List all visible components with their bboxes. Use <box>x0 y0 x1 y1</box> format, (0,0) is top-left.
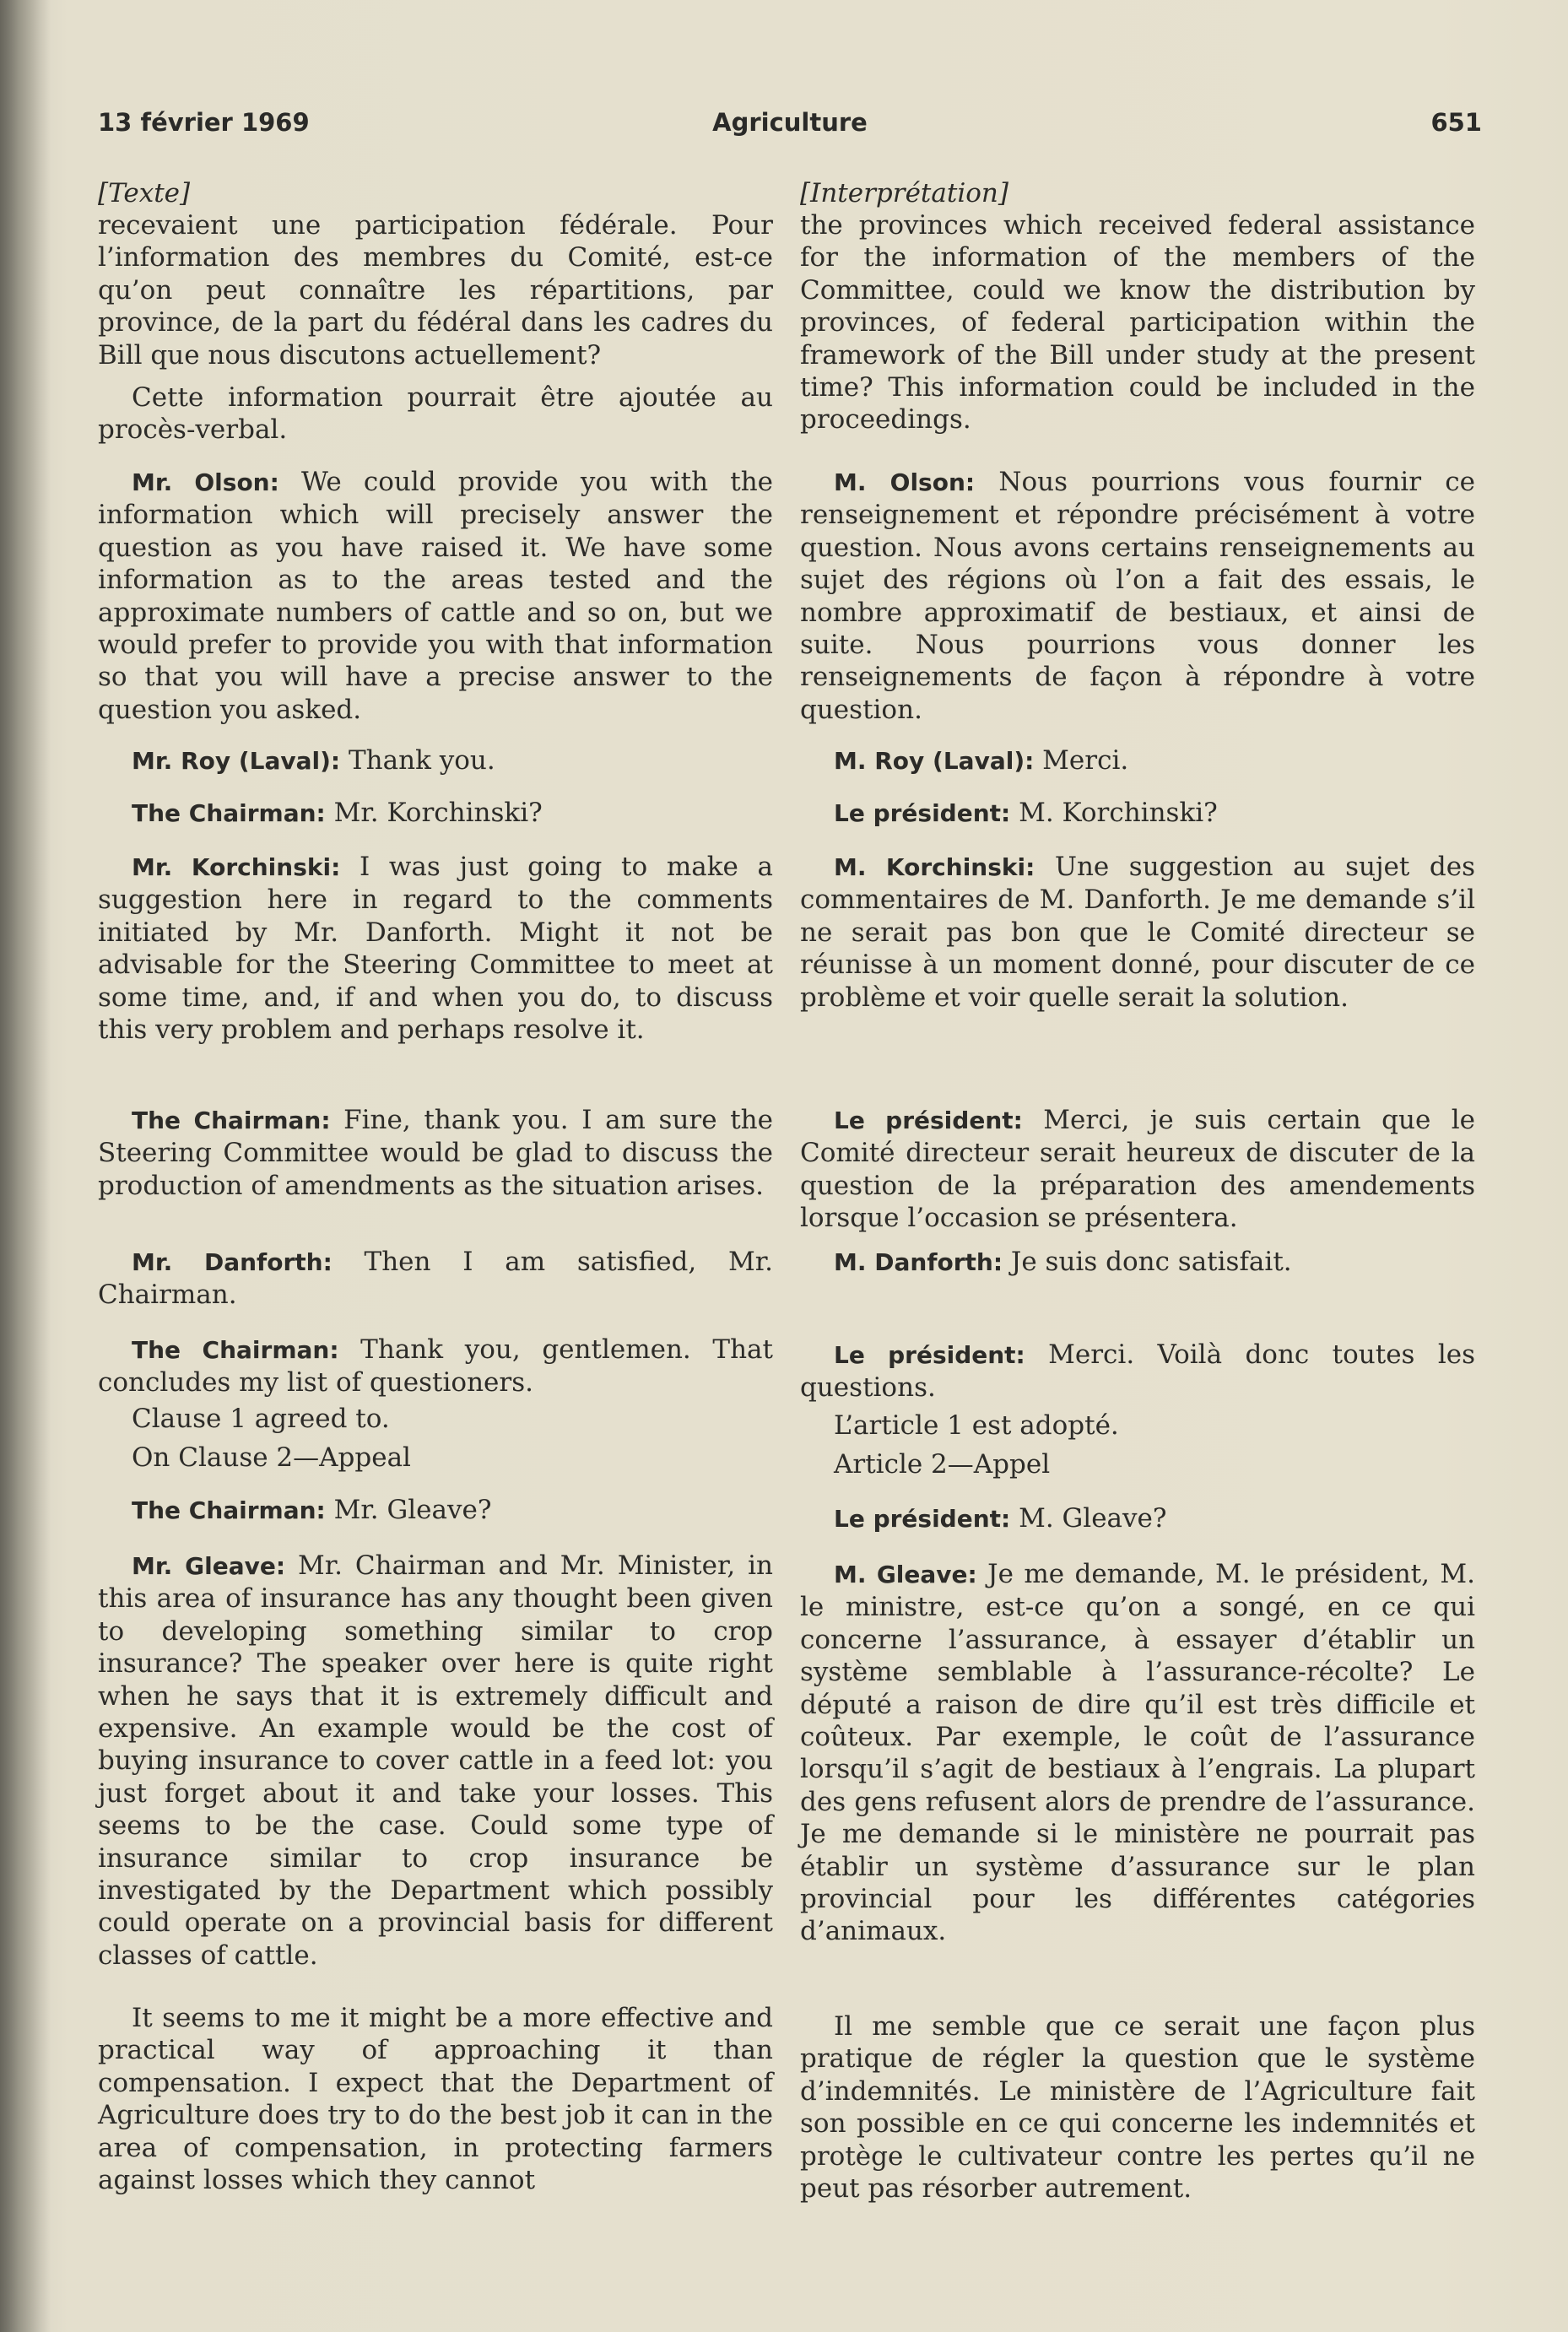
running-header <box>98 108 1482 142</box>
clause-note: Article 2—Appel <box>834 1449 1051 1480</box>
clause-note: On Clause 2—Appeal <box>132 1442 411 1473</box>
speech-gleave: M. Gleave: Je me demande, M. le président, M. le ministre, est-ce qu’on a songé, en ce qui concerne l’assurance, à essayer d’établir un système semblable à l’assurance-récolte? Le député a raison de dire qu’il est très difficile et coûteux. Par exemple, le coût de l’assurance lorsqu’il s’agit de bestiaux à l’engrais. La plupart des gens refusent alors de prendre de l’assurance. Je me demande si le ministère ne pourrait pas établir un système d’assurance sur le plan provincial pour les différentes catégories d’animaux. <box>800 1559 1475 1947</box>
speaker-name: Le président: <box>834 799 1011 827</box>
speaker-name: Mr. Olson: <box>132 468 279 496</box>
speech-olson: Mr. Olson: We could provide you with the information which will precisely answer the question as you have raised it. We have some information as to the areas tested and the approximate numbers of cattle and so on, but we would prefer to provide you with that information so that you will have a precise answer to the question you asked. <box>98 467 774 725</box>
speaker-name: The Chairman: <box>132 799 326 827</box>
speech-korchinski: Mr. Korchinski: I was just going to make a suggestion here in regard to the comments initiated by Mr. Danforth. Might it not be advisable for the Steering Committee to meet at some time, and, if and when you do, to discuss this very problem and perhaps resolve it. <box>98 852 774 1046</box>
paragraph: Il me semble que ce serait une façon plus pratique de régler la question que le système d’indemnités. Le ministère de l’Agriculture fait son possible en ce qui concerne les indemnités et protège le cultivateur contre les pertes qu’il ne peut pas résorber autrement. <box>800 2011 1475 2205</box>
speech-gleave: Mr. Gleave: Mr. Chairman and Mr. Minister, in this area of insurance has any thought been given to developing something similar to crop insurance? The speaker over here is quite right when he says that it is extremely difficult and expensive. An example would be the cost of buying insurance to cover cattle in a feed lot: you just forget about it and take your losses. This seems to be the case. Could some type of insurance similar to crop insurance be investigated by the Department which possibly could operate on a provincial basis for different classes of cattle. <box>98 1550 774 1971</box>
page-number: 651 <box>1430 108 1482 137</box>
speech-danforth: Mr. Danforth: Then I am satisfied, Mr. Chairman. <box>98 1247 773 1311</box>
speaker-name: M. Danforth: <box>834 1248 1003 1276</box>
speaker-name: The Chairman: <box>132 1336 339 1364</box>
speaker-name: M. Olson: <box>834 468 976 496</box>
clause-note: L’article 1 est adopté. <box>834 1410 1119 1441</box>
speech-president: Le président: M. Korchinski? <box>834 798 1218 828</box>
speech-danforth: M. Danforth: Je suis donc satisfait. <box>834 1247 1292 1277</box>
speaker-name: M. Gleave: <box>834 1561 977 1588</box>
speaker-name: Le président: <box>834 1341 1025 1369</box>
paragraph: recevaient une participation fédérale. Pour l’information des membres du Comité, est-ce qu’on peut connaître les répartitions, par province, de la part du fédéral dans les cadres du Bill que nous discutons actuellement? <box>98 210 773 371</box>
speech-chairman: The Chairman: Mr. Gleave? <box>132 1495 492 1525</box>
speaker-name: Le président: <box>834 1505 1011 1533</box>
clause-note: Clause 1 agreed to. <box>132 1404 390 1434</box>
speaker-name: Mr. Korchinski: <box>132 853 341 881</box>
speech-korchinski: M. Korchinski: Une suggestion au sujet des commentaires de M. Danforth. Je me demande s’il ne serait pas bon que le Comité directeur se réunisse à un moment donné, pour discuter de ce problème et voir quelle serait la solution. <box>800 852 1475 1013</box>
speech-president: Le président: M. Gleave? <box>834 1503 1167 1534</box>
speech-roy: Mr. Roy (Laval): Thank you. <box>132 745 495 776</box>
speech-president: Le président: Merci, je suis certain que le Comité directeur serait heureux de discuter de la question de la préparation des amendements lorsque l’occasion se présentera. <box>800 1105 1476 1234</box>
speech-president: Le président: Merci. Voilà donc toutes les questions. <box>800 1339 1476 1404</box>
paragraph: Cette information pourrait être ajoutée au procès-verbal. <box>98 382 773 446</box>
speaker-name: M. Korchinski: <box>834 853 1035 881</box>
paragraph: the provinces which received federal assistance for the information of the members of the Committee, could we know the distribution by provinces, of federal participation within the framework of the Bill under study at the present time? This information could be included in the proceedings. <box>800 210 1475 436</box>
speech-chairman: The Chairman: Mr. Korchinski? <box>132 798 543 828</box>
binding-shadow <box>0 0 51 2332</box>
header-date: 13 février 1969 <box>98 108 310 137</box>
column-label: [Interprétation] <box>800 178 1008 208</box>
speaker-name: Mr. Danforth: <box>132 1248 333 1276</box>
speaker-name: The Chairman: <box>132 1106 331 1134</box>
speaker-name: M. Roy (Laval): <box>834 747 1035 775</box>
speech-olson: M. Olson: Nous pourrions vous fournir ce renseignement et répondre précisément à votre question. Nous avons certains renseignements au sujet des régions où l’on a fait des essais, le nombre approximatif de bestiaux, et ainsi de suite. Nous pourrions vous donner les renseignements de façon à répondre à votre question. <box>800 467 1475 725</box>
speaker-name: Le président: <box>834 1106 1023 1134</box>
column-label: [Texte] <box>98 178 191 208</box>
speaker-name: Mr. Gleave: <box>132 1552 286 1580</box>
speaker-name: The Chairman: <box>132 1496 326 1524</box>
speech-chairman: The Chairman: Thank you, gentlemen. That concludes my list of questioners. <box>98 1334 773 1399</box>
speaker-name: Mr. Roy (Laval): <box>132 747 341 775</box>
speech-chairman: The Chairman: Fine, thank you. I am sure the Steering Committee would be glad to discuss the production of amendments as the situation arises. <box>98 1105 773 1201</box>
header-title: Agriculture <box>712 108 868 137</box>
speech-roy: M. Roy (Laval): Merci. <box>834 745 1129 776</box>
paragraph: It seems to me it might be a more effective and practical way of approaching it than compensation. I expect that the Department of Agriculture does try to do the best job it can in the area of compensation, in protecting farmers against losses which they cannot <box>98 2003 773 2196</box>
